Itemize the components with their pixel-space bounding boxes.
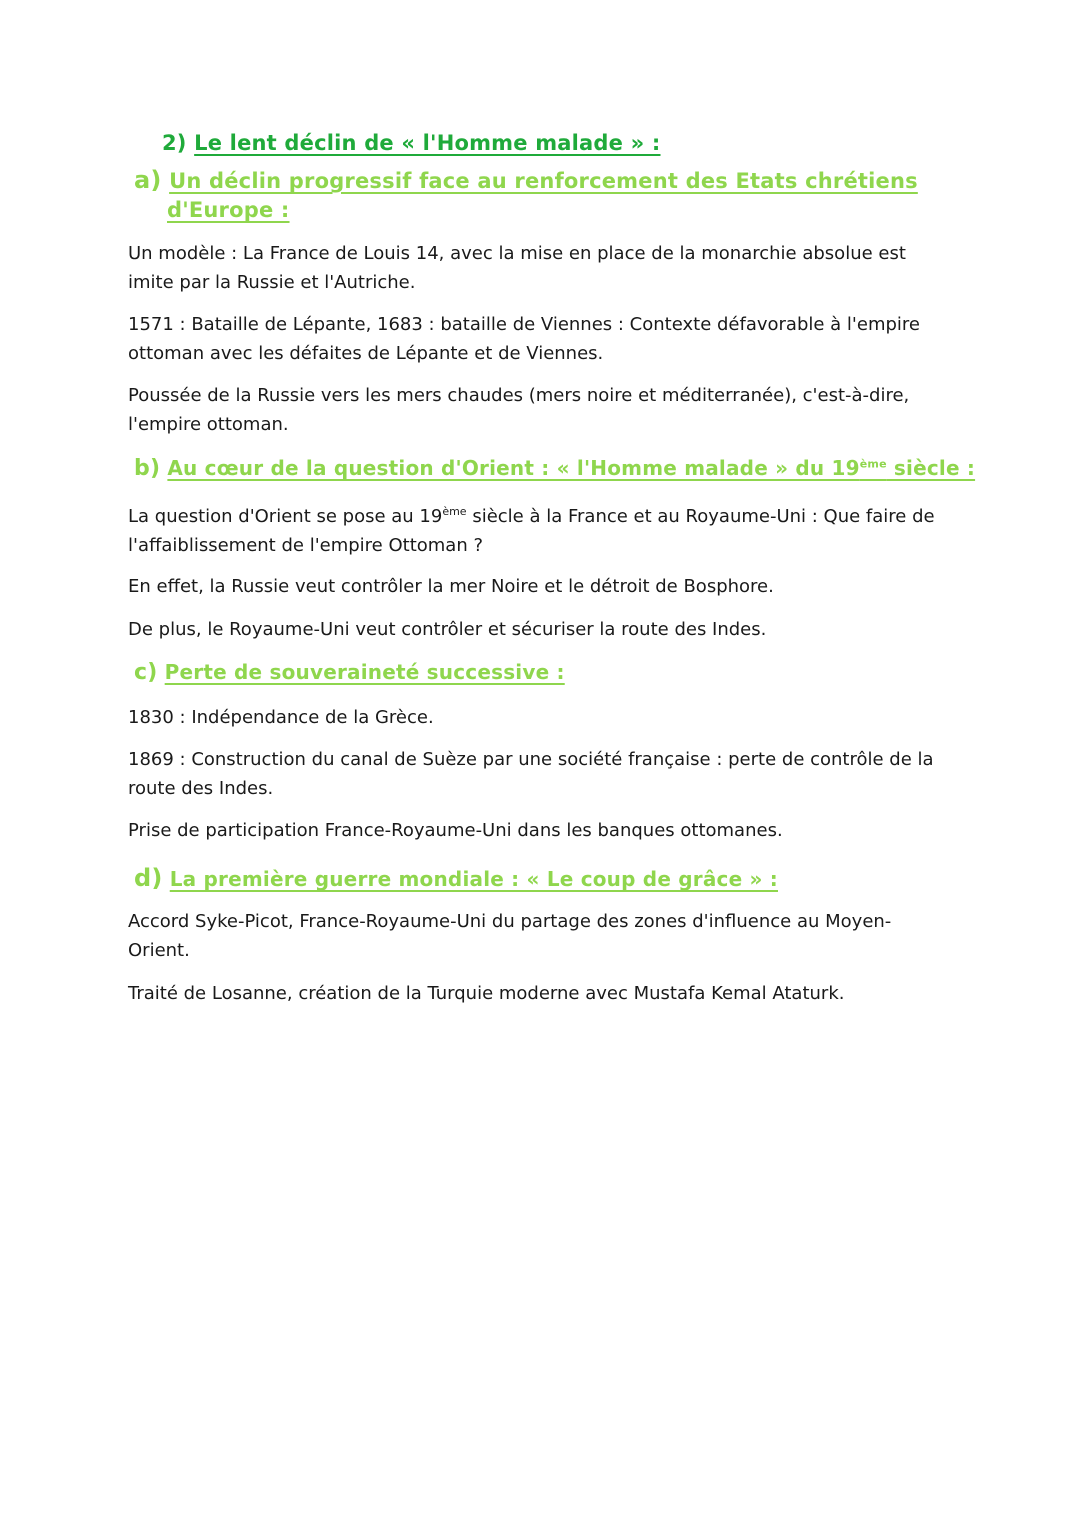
subsection-c-title: Perte de souveraineté successive :: [164, 660, 565, 684]
paragraph: Prise de participation France-Royaume-Uni dans les banques ottomanes.: [128, 820, 783, 841]
subsection-b-title-sup: ème: [859, 457, 887, 471]
subsection-c-heading: [134, 660, 565, 685]
paragraph: Traité de Losanne, création de la Turquie moderne avec Mustafa Kemal Ataturk.: [128, 983, 845, 1004]
subsection-c-letter: c): [134, 660, 158, 685]
section-number: 2): [162, 131, 187, 155]
subsection-b-title-post: siècle :: [886, 456, 976, 480]
paragraph-pre: La question d'Orient se pose au 19: [128, 506, 443, 527]
subsection-d-letter: d): [134, 864, 163, 892]
subsection-a-letter: a): [134, 166, 162, 194]
subsection-d-title: La première guerre mondiale : « Le coup de grâce » :: [169, 867, 778, 891]
subsection-a-title-line1: Un déclin progressif face au renforcement des Etats chrétiens: [169, 169, 918, 193]
section-heading: [162, 131, 661, 155]
subsection-b-title: [167, 456, 975, 480]
paragraph: En effet, la Russie veut contrôler la mer Noire et le détroit de Bosphore.: [128, 576, 774, 597]
paragraph: 1869 : Construction du canal de Suèze par une société française : perte de contrôle de la route des Indes.: [128, 749, 934, 799]
paragraph: Un modèle : La France de Louis 14, avec la mise en place de la monarchie absolue est imite par la Russie et l'Autriche.: [128, 243, 906, 293]
subsection-b-title-pre: Au cœur de la question d'Orient : « l'Homme malade » du 19: [167, 456, 860, 480]
paragraph-post: siècle à la France et au Royaume-Uni : Que faire de l'affaiblissement de l'empire Ottoman ?: [128, 506, 935, 556]
paragraph: Poussée de la Russie vers les mers chaudes (mers noire et méditerranée), c'est-à-dire, l'empire ottoman.: [128, 385, 910, 435]
subsection-a-heading-cont: [167, 198, 290, 222]
paragraph: 1830 : Indépendance de la Grèce.: [128, 707, 434, 728]
subsection-a-heading: [134, 166, 918, 194]
section-title: Le lent déclin de « l'Homme malade » :: [194, 131, 661, 155]
paragraph: De plus, le Royaume-Uni veut contrôler et sécuriser la route des Indes.: [128, 619, 767, 640]
paragraph: Accord Syke-Picot, France-Royaume-Uni du partage des zones d'influence au Moyen-Orient.: [128, 911, 892, 961]
subsection-b-letter: b): [134, 456, 161, 481]
paragraph: 1571 : Bataille de Lépante, 1683 : bataille de Viennes : Contexte défavorable à l'empire ottoman avec les défaites de Lépante et de Viennes.: [128, 314, 920, 364]
paragraph-sup: ème: [442, 505, 467, 518]
subsection-d-heading: [134, 864, 778, 892]
subsection-b-heading: [134, 456, 975, 481]
paragraph: [128, 502, 948, 560]
subsection-a-title-line2: d'Europe :: [167, 198, 290, 222]
